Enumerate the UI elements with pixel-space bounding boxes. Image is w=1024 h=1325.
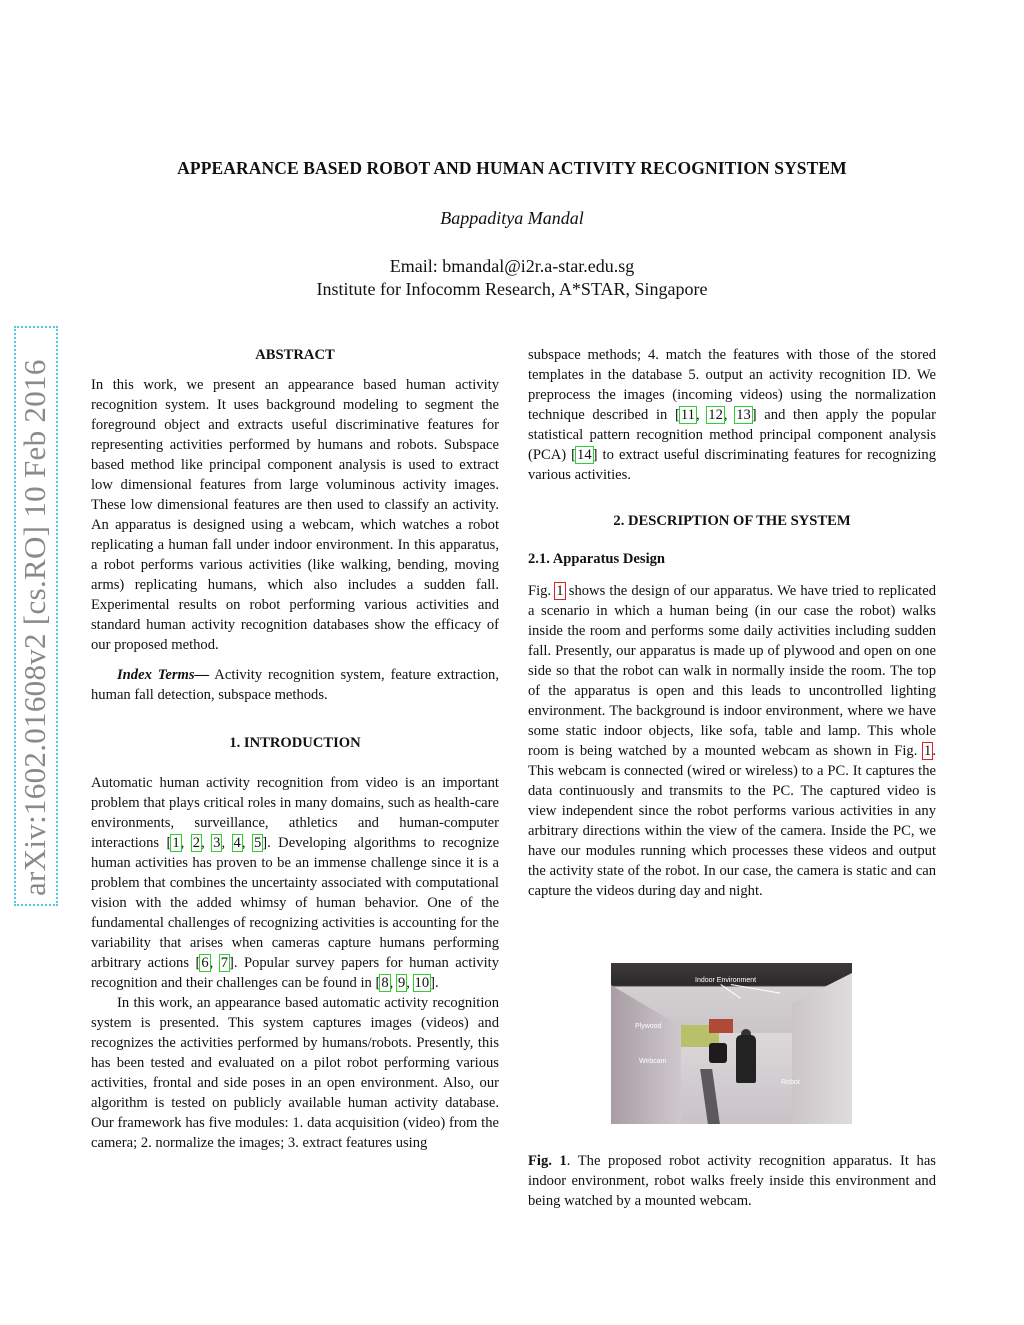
intro-paragraph-1: Automatic human activity recognition from video is an important problem that plays critical roles in many domains, such as health-care environments, surveillance, athletics and human-computer interactions [1, 2, 3, 4, 5]. Developing algorithms to recognize human activities has proven to be an immense challenge since it is a problem that combines the uncertainty associated with computational vision with the added whimsy of human behavior. One of the fundamental challenges of recognizing activities is accounting for the variability that arises when cameras capture humans performing arbitrary actions [6, 7]. Popular survey papers for human activity recognition and their challenges can be found in [8, 9, 10].	[91, 775, 500, 991]
abstract-heading: ABSTRACT	[255, 347, 335, 363]
body-text: subspace methods; 4. match the features with those of the stored templates in the database 5. output an activity recognition ID. We preprocess the images (incoming videos) using the normalization technique described in [	[528, 347, 936, 423]
citation-link[interactable]: 11	[680, 407, 695, 423]
right-column	[528, 345, 936, 901]
intro-text: Automatic human activity recognition from video is an important problem that plays critical roles in many domains, such as health-care environments, surveillance, athletics and human-computer interactions [	[91, 775, 499, 851]
intro-paragraph-2: In this work, an appearance based automatic activity recognition system is presented. This system captures images (videos) and recognizes the activities performed by humans/robots. Presently, this has been tested and evaluated on a pilot robot performing various activities, frontal and side poses in an open environment. Also, our algorithm is tested on publicly available human activity database. Our framework has five modules: 1. data acquisition (video) from the camera; 2. normalize the images; 3. extract features using	[91, 995, 499, 1151]
citation-link[interactable]: 3	[213, 835, 221, 851]
figure-caption	[528, 1151, 936, 1211]
citation-link[interactable]: 14	[577, 447, 592, 463]
citation-link[interactable]: 4	[233, 835, 241, 851]
citation-link[interactable]: 9	[397, 975, 406, 991]
author-name: Bappaditya Mandal	[440, 208, 584, 228]
paper-title: APPEARANCE BASED ROBOT AND HUMAN ACTIVITY RECOGNITION SYSTEM	[177, 158, 847, 178]
citation-link[interactable]: 13	[736, 407, 751, 423]
robot-object	[736, 1035, 756, 1083]
figure-label-plywood: Plywood	[635, 1023, 662, 1030]
citation-link[interactable]: 5	[253, 835, 262, 851]
intro-text: ]. Developing algorithms to recognize human activities has proven to be an immense challenge since it is a problem that combines the uncertainty associated with computational vision with the added whimsy of human behavior. One of the fundamental challenges of recognizing activities is accounting for the variability that arises when cameras capture humans performing arbitrary actions [	[91, 835, 500, 971]
subsection-2-1-heading: 2.1. Apparatus Design	[528, 551, 666, 567]
figure-label-robot: Robot	[781, 1079, 800, 1086]
methods-paragraph: subspace methods; 4. match the features with those of the stored templates in the database 5. output an activity recognition ID. We preprocess the images (incoming videos) using the normalization technique described in [11, 12, 13] and then apply the popular statistical pattern recognition method principal component analysis (PCA) [14] to extract useful discriminating features for recognizing various activities.	[528, 347, 937, 483]
annotation-line	[731, 984, 780, 993]
index-terms	[91, 665, 499, 705]
intro-text: ]. Popular survey papers for human activity recognition and their challenges can be found in [	[91, 955, 500, 991]
webcam-object	[709, 1043, 727, 1063]
intro-text: ].	[430, 975, 439, 991]
figure-label-indoor: Indoor Environment	[695, 977, 757, 984]
author-email: Email: bmandal@i2r.a-star.edu.sg	[389, 256, 635, 276]
plywood-wall-right	[792, 973, 852, 1124]
citation-link[interactable]: 12	[708, 407, 723, 423]
body-text: Fig.	[528, 583, 556, 599]
abstract-text: In this work, we present an appearance based human activity recognition system. It uses background modeling to segment the foreground object and extracts useful discriminative features for representing activities performed by humans and robots. Subspace based method like principal component analysis is used to extract low dimensional features from large voluminous activity images. These low dimensional features are then used to classify an activity. An apparatus is designed using a webcam, which watches a robot replicating a human fall under indoor environment. In this apparatus, a robot performs various activities (like walking, bending, moving arms) replicating humans, which also includes a sudden fall. Experimental results on robot performing various activities and standard human activity recognition databases show the efficacy of our proposed method.	[91, 377, 499, 653]
apparatus-photo	[611, 963, 852, 1124]
section-2-heading: 2. DESCRIPTION OF THE SYSTEM	[613, 513, 851, 529]
index-terms-text: Activity recognition system, feature extraction, human fall detection, subspace methods.	[91, 667, 500, 703]
index-terms-label: Index Terms—	[117, 667, 210, 683]
figure-reference-link[interactable]: 1	[924, 743, 932, 759]
figure-label-webcam: Webcam	[639, 1058, 667, 1065]
figure-caption-text: . The proposed robot activity recognition apparatus. It has indoor environment, robot walks freely inside this environment and being watched by a mounted webcam.	[528, 1153, 936, 1209]
citation-link[interactable]: 10	[414, 975, 430, 991]
citation-link[interactable]: 8	[381, 975, 389, 991]
body-text: shows the design of our apparatus. We have tried to replicated a scenario in which a human being (in our case the robot) walks inside the room and performs some daily activities including sudden fall. Presently, our apparatus is made up of plywood and open on one side so that the robot can walk in normally inside the room. The top of the apparatus is open and this leads to uncontrolled lighting environment. The background is indoor environment, where we have some static indoor objects, like sofa, table and lamp. This whole room is being watched by a mounted webcam as shown in Fig.	[528, 583, 936, 759]
citation-link[interactable]: 1	[172, 835, 180, 851]
left-column	[91, 345, 499, 1153]
citation-link[interactable]: 6	[201, 955, 209, 971]
introduction-heading: 1. INTRODUCTION	[229, 735, 361, 751]
body-text: . This webcam is connected (wired or wireless) to a PC. It captures the data continuously and transmits to the PC. The captured video is view independent since the robot performs various activities in any arbitrary directions within the view of the camera. Inside the PC, we have our modules running which processes these videos and output the activity state of the robot. In our case, the camera is static and can capture the videos during day and night.	[528, 743, 936, 899]
table-object	[709, 1019, 733, 1033]
arxiv-identifier-stamp[interactable]: arXiv:1602.01608v2 [cs.RO] 10 Feb 2016	[14, 326, 58, 906]
figure-reference-link[interactable]: 1	[556, 583, 564, 599]
body-text: ] and then apply the popular statistical pattern recognition method principal component analysis (PCA) [	[528, 407, 937, 463]
plywood-wall-left	[611, 985, 681, 1124]
citation-link[interactable]: 7	[220, 955, 228, 971]
citation-link[interactable]: 2	[192, 835, 201, 851]
apparatus-paragraph	[528, 581, 936, 901]
figure-caption-label: Fig. 1	[528, 1153, 567, 1169]
body-text: ] to extract useful discriminating features for recognizing various activities.	[528, 447, 936, 483]
author-affiliation: Institute for Infocomm Research, A*STAR, Singapore	[316, 279, 708, 299]
